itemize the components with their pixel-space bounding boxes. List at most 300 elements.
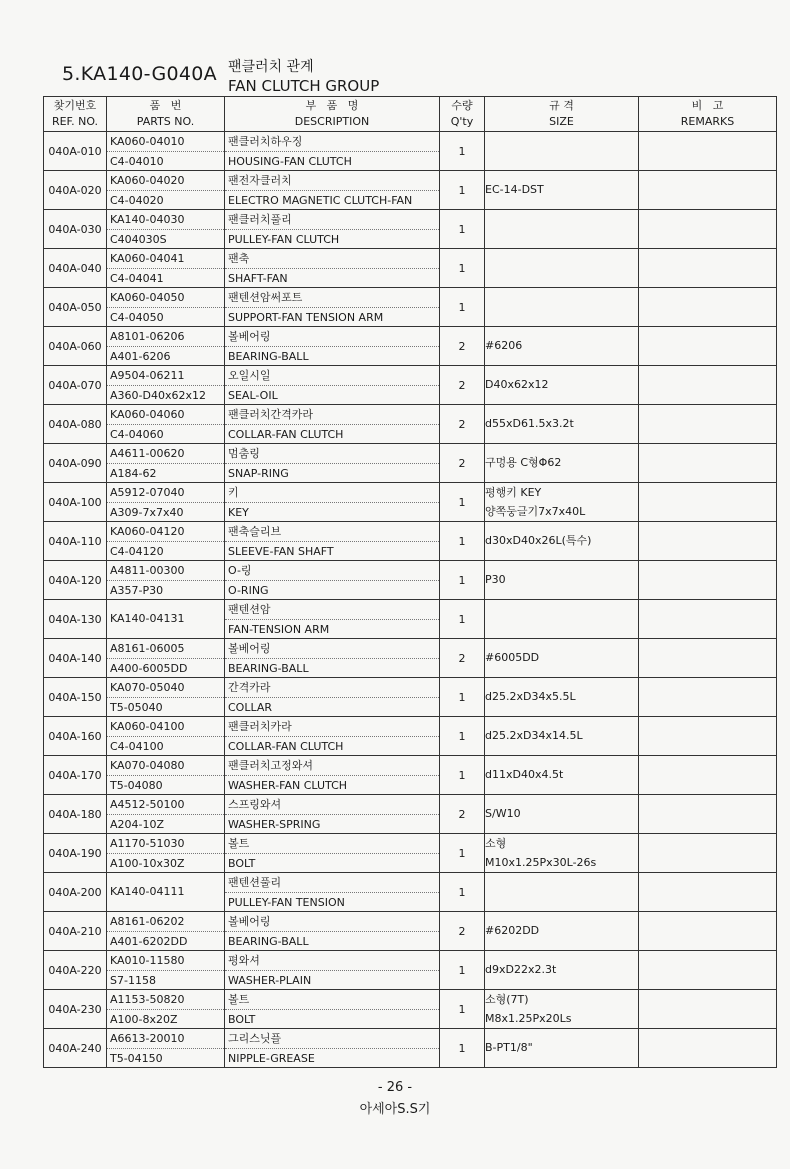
size-line-1 [485,288,638,326]
description-english: BEARING-BALL [228,661,309,675]
description-cell [225,444,440,483]
table-row [44,366,777,405]
parts-no-cell [107,951,225,990]
remarks-cell [639,990,777,1029]
size-cell [485,210,639,249]
description-header: 부 품 명 DESCRIPTION [225,97,440,132]
description-english: BOLT [228,856,256,870]
table-row [44,288,777,327]
description-cell [225,717,440,756]
remarks-cell [639,756,777,795]
description-cell [225,522,440,561]
parts-no-cell [107,639,225,678]
size-cell [485,483,639,522]
parts-no-secondary: A100-8x20Z [110,1012,178,1026]
parts-no-secondary: A401-6202DD [110,934,188,948]
qty: 1 [440,210,485,249]
description-korean: 볼베어링 [225,639,439,659]
description-korean: 키 [225,483,439,503]
description-english: NIPPLE-GREASE [228,1051,315,1065]
size-line-1: d9xD22x2.3t [485,963,557,976]
description-english: SLEEVE-FAN SHAFT [228,544,334,558]
parts-no-cell [107,600,225,639]
qty: 1 [440,249,485,288]
size-cell [485,639,639,678]
description-english: HOUSING-FAN CLUTCH [228,154,352,168]
parts-no-cell [107,132,225,171]
qty: 1 [440,522,485,561]
description-cell [225,951,440,990]
description-korean: 스프링와셔 [225,795,439,815]
description-korean: 볼트 [225,990,439,1010]
table-row [44,522,777,561]
ref-no: 040A-230 [44,990,107,1029]
ref-no: 040A-060 [44,327,107,366]
table-row [44,210,777,249]
parts-no-primary: A4512-50100 [107,795,224,815]
company-name: 아세아S.S기 [359,1102,431,1117]
qty: 2 [440,639,485,678]
description-cell [225,1029,440,1068]
size-line-1: S/W10 [485,807,521,820]
parts-no-cell [107,561,225,600]
size-cell [485,795,639,834]
ref-no: 040A-030 [44,210,107,249]
qty: 1 [440,990,485,1029]
remarks-cell [639,366,777,405]
size-line-1: D40x62x12 [485,378,549,391]
parts-no-primary: A8161-06005 [107,639,224,659]
table-row [44,873,777,912]
parts-no-primary: A5912-07040 [107,483,224,503]
ref-no: 040A-080 [44,405,107,444]
description-english: ELECTRO MAGNETIC CLUTCH-FAN [228,193,413,207]
parts-no-cell [107,873,225,912]
parts-no-secondary: S7-1158 [110,973,156,987]
parts-no-primary: A8161-06202 [107,912,224,932]
size-line-1 [485,873,638,911]
size-line-1: d25.2xD34x14.5L [485,729,583,742]
qty: 1 [440,834,485,873]
ref-no: 040A-010 [44,132,107,171]
description-korean: 팬텐션암 [225,600,439,620]
ref-no: 040A-160 [44,717,107,756]
description-english: FAN-TENSION ARM [228,622,330,636]
parts-no-cell [107,366,225,405]
parts-no-secondary: C404030S [110,232,167,246]
parts-no-secondary: A360-D40x62x12 [110,388,206,402]
parts-no-cell [107,288,225,327]
description-korean: 팬축슬리브 [225,522,439,542]
table-row [44,756,777,795]
parts-no-secondary: C4-04050 [110,310,164,324]
remarks-cell [639,678,777,717]
remarks-cell [639,483,777,522]
size-line-1 [485,210,638,248]
description-english: PULLEY-FAN CLUTCH [228,232,340,246]
description-korean: 팬텐션암써포트 [225,288,439,308]
ref-no: 040A-050 [44,288,107,327]
description-english: COLLAR-FAN CLUTCH [228,427,344,441]
size-line-1: 소형(7T) [485,993,529,1006]
size-cell [485,327,639,366]
size-line-1: 평행키 KEY [485,486,542,499]
page-header [0,0,790,96]
qty: 1 [440,717,485,756]
qty: 1 [440,678,485,717]
size-cell [485,522,639,561]
remarks-cell [639,795,777,834]
size-header: 규 격 SIZE [485,97,639,132]
description-english: WASHER-SPRING [228,817,321,831]
description-english: BOLT [228,1012,256,1026]
parts-no-secondary: A184-62 [110,466,157,480]
description-english: COLLAR [228,700,273,714]
size-line-1: 구멍용 C형Φ62 [485,456,562,469]
table-row [44,561,777,600]
parts-no-secondary: A357-P30 [110,583,164,597]
description-cell [225,288,440,327]
ref-no-header: 찾기번호 REF. NO. [44,97,107,132]
ref-no: 040A-110 [44,522,107,561]
parts-no-primary: A9504-06211 [107,366,224,386]
ref-no: 040A-240 [44,1029,107,1068]
description-english: SHAFT-FAN [228,271,288,285]
description-korean: 팬텐션풀리 [225,873,439,893]
parts-no-cell [107,444,225,483]
description-cell [225,249,440,288]
size-cell [485,561,639,600]
description-english: WASHER-PLAIN [228,973,312,987]
description-cell [225,210,440,249]
description-korean: 팬클러치풀리 [225,210,439,230]
qty-header: 수량 Q'ty [440,97,485,132]
description-cell [225,483,440,522]
parts-no-cell [107,756,225,795]
parts-no-secondary: C4-04100 [110,739,164,753]
description-cell [225,912,440,951]
parts-no-primary: KA060-04060 [107,405,224,425]
remarks-cell [639,210,777,249]
ref-no: 040A-090 [44,444,107,483]
remarks-cell [639,1029,777,1068]
table-row [44,1029,777,1068]
description-cell [225,366,440,405]
qty: 2 [440,405,485,444]
size-cell [485,405,639,444]
qty: 1 [440,1029,485,1068]
qty: 2 [440,912,485,951]
size-cell [485,990,639,1029]
ref-no: 040A-020 [44,171,107,210]
table-row [44,951,777,990]
description-english: O-RING [228,583,269,597]
qty: 2 [440,444,485,483]
parts-no-primary: A6613-20010 [107,1029,224,1049]
description-cell [225,132,440,171]
qty: 2 [440,795,485,834]
size-line-1: d55xD61.5x3.2t [485,417,574,430]
description-korean: 간격카라 [225,678,439,698]
size-line-1 [485,600,638,638]
description-korean: 볼베어링 [225,912,439,932]
size-line-1: P30 [485,573,506,586]
parts-no-cell [107,717,225,756]
parts-no-primary: KA070-04080 [107,756,224,776]
parts-no-secondary: A309-7x7x40 [110,505,184,519]
qty: 1 [440,171,485,210]
description-korean: 볼트 [225,834,439,854]
table-row [44,990,777,1029]
group-title-english: FAN CLUTCH GROUP [228,77,380,95]
ref-no: 040A-140 [44,639,107,678]
description-cell [225,834,440,873]
remarks-cell [639,522,777,561]
parts-no-secondary: C4-04041 [110,271,164,285]
ref-no: 040A-120 [44,561,107,600]
remarks-cell [639,327,777,366]
description-english: BEARING-BALL [228,934,309,948]
table-row [44,249,777,288]
parts-no-primary: KA060-04020 [107,171,224,191]
description-english: SNAP-RING [228,466,289,480]
ref-no: 040A-170 [44,756,107,795]
parts-no-secondary: A400-6005DD [110,661,188,675]
description-english: WASHER-FAN CLUTCH [228,778,348,792]
size-line-1 [485,132,638,170]
description-korean: 그리스닛플 [225,1029,439,1049]
parts-no-cell [107,483,225,522]
parts-no-primary: KA060-04100 [107,717,224,737]
table-row [44,834,777,873]
remarks-header: 비 고 REMARKS [639,97,777,132]
remarks-cell [639,444,777,483]
parts-no-primary: A1170-51030 [107,834,224,854]
parts-no-cell [107,912,225,951]
description-cell [225,171,440,210]
description-english: SUPPORT-FAN TENSION ARM [228,310,384,324]
table-row [44,405,777,444]
parts-no-primary: KA010-11580 [107,951,224,971]
size-line-1: #6202DD [485,924,540,937]
parts-no-cell [107,990,225,1029]
description-korean: 팬클러치간격카라 [225,405,439,425]
remarks-cell [639,717,777,756]
parts-no-secondary: C4-04060 [110,427,164,441]
description-english: BEARING-BALL [228,349,309,363]
qty: 1 [440,288,485,327]
description-english: COLLAR-FAN CLUTCH [228,739,344,753]
ref-no: 040A-130 [44,600,107,639]
size-line-1: EC-14-DST [485,183,544,196]
parts-no-secondary: A100-10x30Z [110,856,185,870]
parts-no-primary: KA140-04111 [110,885,185,898]
size-cell [485,288,639,327]
parts-table [43,96,777,1068]
parts-no-header: 품 번 PARTS NO. [107,97,225,132]
parts-no-cell [107,405,225,444]
size-line-2: M8x1.25Px20Ls [485,1012,572,1025]
remarks-cell [639,405,777,444]
remarks-cell [639,249,777,288]
qty: 1 [440,873,485,912]
description-cell [225,990,440,1029]
parts-no-cell [107,171,225,210]
size-cell [485,873,639,912]
size-cell [485,834,639,873]
ref-no: 040A-180 [44,795,107,834]
table-row [44,912,777,951]
qty: 1 [440,561,485,600]
ref-no: 040A-070 [44,366,107,405]
qty: 1 [440,756,485,795]
ref-no: 040A-200 [44,873,107,912]
ref-no: 040A-040 [44,249,107,288]
description-cell [225,600,440,639]
description-korean: 팬클러치고정와셔 [225,756,439,776]
table-row [44,132,777,171]
size-line-2: M10x1.25Px30L-26s [485,856,597,869]
size-cell [485,132,639,171]
parts-no-secondary: T5-05040 [110,700,163,714]
size-line-1 [485,249,638,287]
description-korean: 팬축 [225,249,439,269]
parts-no-primary: A4611-00620 [107,444,224,464]
parts-no-cell [107,210,225,249]
description-english: PULLEY-FAN TENSION [228,895,345,909]
table-row [44,795,777,834]
ref-no: 040A-150 [44,678,107,717]
size-cell [485,1029,639,1068]
parts-no-primary: KA060-04010 [107,132,224,152]
description-cell [225,327,440,366]
size-line-1: d30xD40x26L(특수) [485,534,592,547]
qty: 1 [440,483,485,522]
table-row [44,444,777,483]
parts-no-secondary: A401-6206 [110,349,171,363]
description-cell [225,678,440,717]
group-title-korean: 팬클러치 관계 [228,59,314,75]
page-number: - 26 - [377,1080,413,1095]
table-row [44,600,777,639]
parts-no-cell [107,522,225,561]
size-cell [485,249,639,288]
parts-no-primary: A4811-00300 [107,561,224,581]
parts-no-primary: KA060-04041 [107,249,224,269]
description-cell [225,795,440,834]
parts-no-secondary: T5-04150 [110,1051,163,1065]
size-cell [485,366,639,405]
parts-no-secondary: A204-10Z [110,817,165,831]
size-cell [485,444,639,483]
table-row [44,717,777,756]
description-korean: 평와셔 [225,951,439,971]
table-row [44,483,777,522]
description-korean: O-링 [225,561,439,581]
parts-no-cell [107,678,225,717]
remarks-cell [639,912,777,951]
description-korean: 오일시일 [225,366,439,386]
ref-no: 040A-210 [44,912,107,951]
description-korean: 팬클러치카라 [225,717,439,737]
description-korean: 멈춤링 [225,444,439,464]
remarks-cell [639,639,777,678]
table-header-row [44,97,777,132]
parts-no-primary: KA140-04030 [107,210,224,230]
qty: 2 [440,327,485,366]
parts-no-primary: A1153-50820 [107,990,224,1010]
size-line-1: #6005DD [485,651,540,664]
size-line-2: 양쪽둥글기7x7x40L [485,505,586,518]
description-cell [225,561,440,600]
size-cell [485,171,639,210]
parts-no-secondary: C4-04020 [110,193,164,207]
remarks-cell [639,951,777,990]
parts-no-primary: KA060-04050 [107,288,224,308]
description-english: SEAL-OIL [228,388,278,402]
parts-no-secondary: C4-04010 [110,154,164,168]
remarks-cell [639,561,777,600]
qty: 1 [440,600,485,639]
table-row [44,639,777,678]
description-cell [225,405,440,444]
description-cell [225,639,440,678]
parts-no-primary: KA140-04131 [110,612,185,625]
table-row [44,327,777,366]
qty: 2 [440,366,485,405]
parts-no-cell [107,795,225,834]
size-line-1: d11xD40x4.5t [485,768,564,781]
qty: 1 [440,132,485,171]
size-cell [485,756,639,795]
ref-no: 040A-190 [44,834,107,873]
remarks-cell [639,873,777,912]
description-korean: 팬전자클러치 [225,171,439,191]
description-korean: 팬클러치하우징 [225,132,439,152]
remarks-cell [639,834,777,873]
size-cell [485,912,639,951]
description-cell [225,873,440,912]
remarks-cell [639,288,777,327]
parts-no-primary: KA070-05040 [107,678,224,698]
size-cell [485,600,639,639]
remarks-cell [639,171,777,210]
size-line-1: B-PT1/8" [485,1041,533,1054]
size-line-1: 소형 [485,837,507,850]
table-row [44,171,777,210]
ref-no: 040A-220 [44,951,107,990]
group-code: 5.KA140-G040A [62,63,217,85]
ref-no: 040A-100 [44,483,107,522]
size-cell [485,678,639,717]
size-cell [485,951,639,990]
parts-no-cell [107,1029,225,1068]
parts-no-primary: A8101-06206 [107,327,224,347]
parts-no-cell [107,249,225,288]
parts-no-cell [107,834,225,873]
description-korean: 볼베어링 [225,327,439,347]
parts-no-secondary: T5-04080 [110,778,163,792]
size-cell [485,717,639,756]
table-row [44,678,777,717]
description-english: KEY [228,505,249,519]
size-line-1: d25.2xD34x5.5L [485,690,576,703]
parts-no-primary: KA060-04120 [107,522,224,542]
description-cell [225,756,440,795]
remarks-cell [639,600,777,639]
parts-no-cell [107,327,225,366]
parts-no-secondary: C4-04120 [110,544,164,558]
